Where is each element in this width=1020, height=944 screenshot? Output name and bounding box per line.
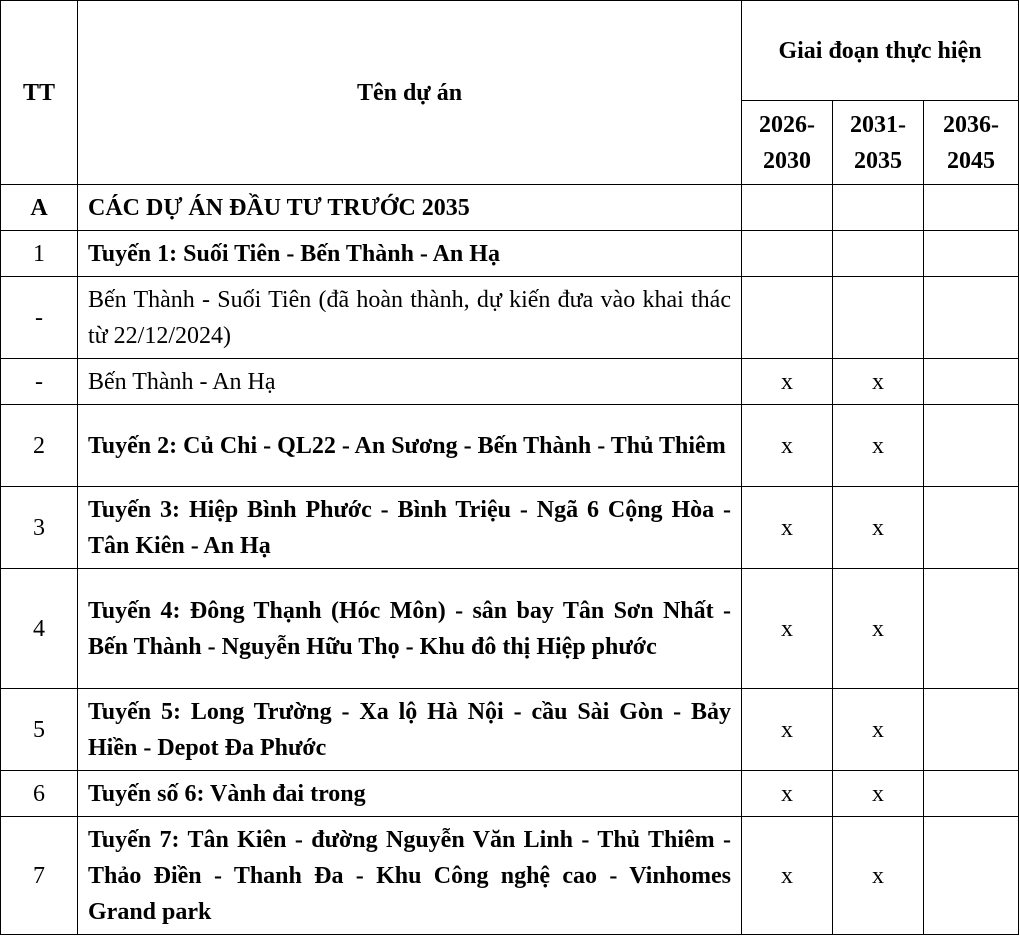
table-row <box>1 359 1019 405</box>
row-number: 1 <box>1 231 78 277</box>
table-body <box>1 185 1019 935</box>
project-name: Tuyến 3: Hiệp Bình Phước - Bình Triệu - Ngã 6 Cộng Hòa - Tân Kiên - An Hạ <box>78 487 742 569</box>
phase-mark-2: x <box>833 487 924 569</box>
phase-mark-2 <box>833 185 924 231</box>
table-row <box>1 487 1019 569</box>
table-row <box>1 231 1019 277</box>
header-phase: Giai đoạn thực hiện <box>742 1 1019 101</box>
header-project-name: Tên dự án <box>78 1 742 185</box>
header-period-1: 2026- 2030 <box>742 101 833 185</box>
project-name: Tuyến 1: Suối Tiên - Bến Thành - An Hạ <box>78 231 742 277</box>
row-number: 2 <box>1 405 78 487</box>
phase-mark-3 <box>924 231 1019 277</box>
phase-mark-2 <box>833 277 924 359</box>
phase-mark-1: x <box>742 817 833 935</box>
table-row <box>1 405 1019 487</box>
project-name: Tuyến số 6: Vành đai trong <box>78 771 742 817</box>
project-name: Tuyến 2: Củ Chi - QL22 - An Sương - Bến Thành - Thủ Thiêm <box>78 405 742 487</box>
phase-mark-3 <box>924 771 1019 817</box>
phase-mark-2: x <box>833 771 924 817</box>
project-name: Tuyến 5: Long Trường - Xa lộ Hà Nội - cầu Sài Gòn - Bảy Hiền - Depot Đa Phước <box>78 689 742 771</box>
header-period-3: 2036- 2045 <box>924 101 1019 185</box>
row-number: 4 <box>1 569 78 689</box>
phase-mark-2: x <box>833 405 924 487</box>
phase-mark-3 <box>924 689 1019 771</box>
phase-mark-3 <box>924 487 1019 569</box>
row-number: 5 <box>1 689 78 771</box>
header-tt: TT <box>1 1 78 185</box>
header-period-2: 2031- 2035 <box>833 101 924 185</box>
project-name: Bến Thành - Suối Tiên (đã hoàn thành, dự kiến đưa vào khai thác từ 22/12/2024) <box>78 277 742 359</box>
table-row <box>1 689 1019 771</box>
table-row <box>1 277 1019 359</box>
phase-mark-2 <box>833 231 924 277</box>
phase-mark-1: x <box>742 359 833 405</box>
phase-mark-1: x <box>742 487 833 569</box>
project-name: Bến Thành - An Hạ <box>78 359 742 405</box>
phase-mark-3 <box>924 405 1019 487</box>
phase-mark-1: x <box>742 569 833 689</box>
row-number: 3 <box>1 487 78 569</box>
table-row <box>1 771 1019 817</box>
phase-mark-2: x <box>833 817 924 935</box>
row-number: A <box>1 185 78 231</box>
phase-mark-3 <box>924 569 1019 689</box>
table-row <box>1 817 1019 935</box>
phase-mark-2: x <box>833 689 924 771</box>
phase-mark-1: x <box>742 771 833 817</box>
table-row <box>1 185 1019 231</box>
phase-mark-3 <box>924 277 1019 359</box>
phase-mark-1 <box>742 231 833 277</box>
phase-mark-1: x <box>742 405 833 487</box>
row-number: - <box>1 277 78 359</box>
phase-mark-1 <box>742 185 833 231</box>
table-row <box>1 569 1019 689</box>
project-name: CÁC DỰ ÁN ĐẦU TƯ TRƯỚC 2035 <box>78 185 742 231</box>
row-number: - <box>1 359 78 405</box>
row-number: 6 <box>1 771 78 817</box>
row-number: 7 <box>1 817 78 935</box>
phase-mark-3 <box>924 817 1019 935</box>
project-name: Tuyến 4: Đông Thạnh (Hóc Môn) - sân bay Tân Sơn Nhất - Bến Thành - Nguyễn Hữu Thọ - Khu đô thị Hiệp phước <box>78 569 742 689</box>
project-name: Tuyến 7: Tân Kiên - đường Nguyễn Văn Linh - Thủ Thiêm - Thảo Điền - Thanh Đa - Khu Công nghệ cao - Vinhomes Grand park <box>78 817 742 935</box>
phase-mark-1 <box>742 277 833 359</box>
phase-mark-3 <box>924 185 1019 231</box>
phase-mark-1: x <box>742 689 833 771</box>
phase-mark-2: x <box>833 359 924 405</box>
phase-mark-3 <box>924 359 1019 405</box>
phase-mark-2: x <box>833 569 924 689</box>
